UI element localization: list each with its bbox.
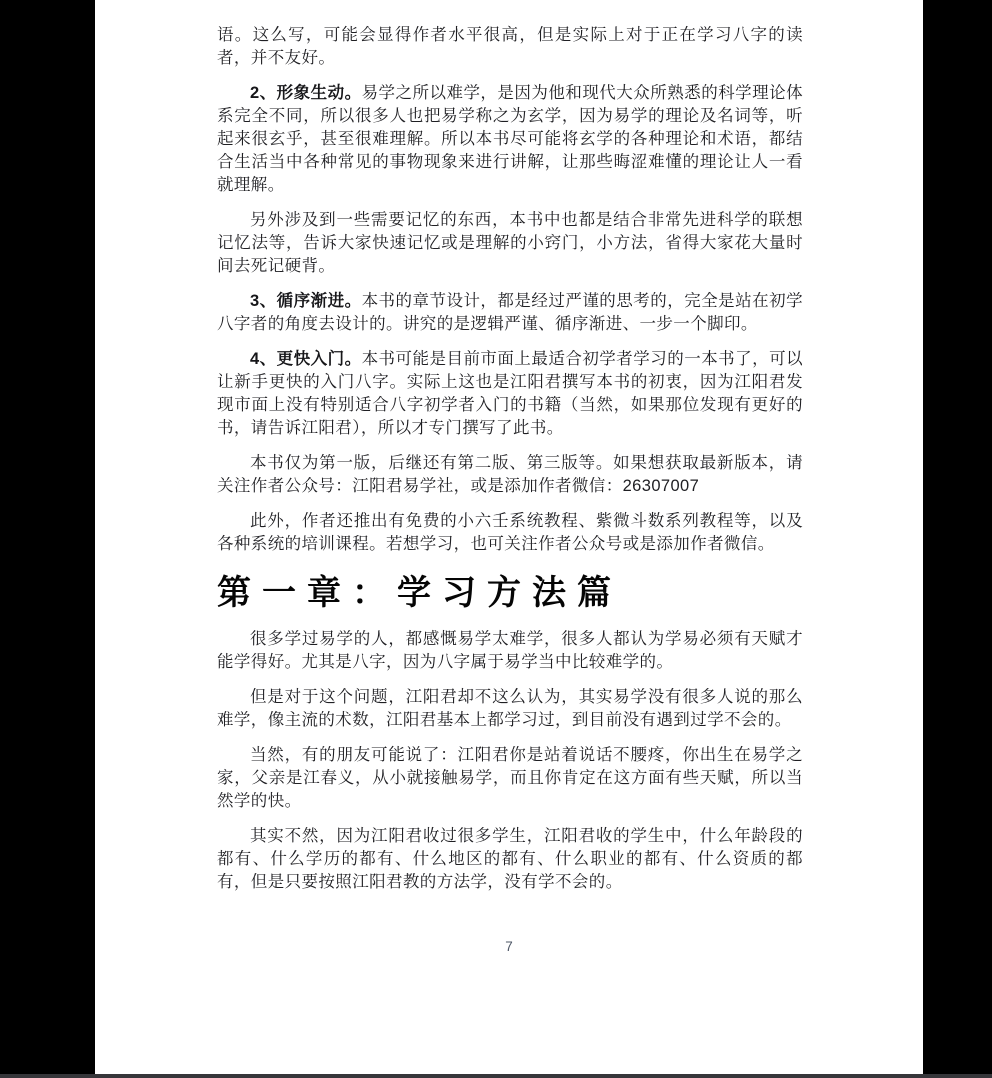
paragraph-text: 其实不然，因为江阳君收过很多学生，江阳君收的学生中，什么年龄段的都有、什么学历的都有、什么地区的都有、什么职业的都有、什么资质的都有，但是只要按照江阳君教的方法学，没有学不会的。 xyxy=(217,826,803,891)
paragraph-lead: 2、形象生动。 xyxy=(250,83,362,102)
paragraph xyxy=(217,209,803,278)
paragraph xyxy=(217,24,803,70)
paragraph-text: 但是对于这个问题，江阳君却不这么认为，其实易学没有很多人说的那么难学，像主流的术数，江阳君基本上都学习过，到目前没有遇到过学不会的。 xyxy=(217,687,803,729)
chapter-heading: 第一章：学习方法篇 xyxy=(217,573,622,612)
paragraph xyxy=(217,686,803,732)
paragraph-text: 此外，作者还推出有免费的小六壬系统教程、紫微斗数系列教程等，以及各种系统的培训课程。若想学习，也可关注作者公众号或是添加作者微信。 xyxy=(217,511,803,553)
paragraph-text: 本书仅为第一版，后继还有第二版、第三版等。如果想获取最新版本，请关注作者公众号：江阳君易学社，或是添加作者微信：26307007 xyxy=(217,453,803,495)
paragraph xyxy=(217,82,803,197)
paragraph-text: 本书的章节设计，都是经过严谨的思考的，完全是站在初学八字者的角度去设计的。讲究的是逻辑严谨、循序渐进、一步一个脚印。 xyxy=(217,291,804,333)
paragraph xyxy=(217,348,803,440)
paragraph-text: 当然，有的朋友可能说了：江阳君你是站着说话不腰疼，你出生在易学之家，父亲是江春义，从小就接触易学，而且你肯定在这方面有些天赋，所以当然学的快。 xyxy=(217,745,803,810)
page-number: 7 xyxy=(505,939,513,954)
paragraph xyxy=(217,290,803,336)
paragraph xyxy=(217,452,803,498)
page-gap-separator xyxy=(0,1074,992,1078)
paragraph xyxy=(217,510,803,556)
page-content xyxy=(217,0,803,894)
paragraph-text: 本书可能是目前市面上最适合初学者学习的一本书了，可以让新手更快的入门八字。实际上这也是江阳君撰写本书的初衷，因为江阳君发现市面上没有特别适合八字初学者入门的书籍（当然，如果那位发现有更好的书，请告诉江阳君），所以才专门撰写了此书。 xyxy=(217,349,804,437)
paragraph-text: 语。这么写，可能会显得作者水平很高，但是实际上对于正在学习八字的读者，并不友好。 xyxy=(217,25,803,67)
paragraph xyxy=(217,825,803,894)
paragraph-text: 易学之所以难学，是因为他和现代大众所熟悉的科学理论体系完全不同，所以很多人也把易学称之为玄学，因为易学的理论及名词等，听起来很玄乎，甚至很难理解。所以本书尽可能将玄学的各种理论和术语，都结合生活当中各种常见的事物现象来进行讲解，让那些晦涩难懂的理论让人一看就理解。 xyxy=(217,83,804,194)
paragraph-lead: 4、更快入门。 xyxy=(250,349,362,368)
paragraph xyxy=(217,628,803,674)
paragraph-text: 很多学过易学的人，都感慨易学太难学，很多人都认为学易必须有天赋才能学得好。尤其是八字，因为八字属于易学当中比较难学的。 xyxy=(217,629,803,671)
paragraph-lead: 3、循序渐进。 xyxy=(250,291,362,310)
paragraph xyxy=(217,744,803,813)
document-page xyxy=(95,0,923,1074)
paragraph-text: 另外涉及到一些需要记忆的东西，本书中也都是结合非常先进科学的联想记忆法等，告诉大家快速记忆或是理解的小窍门，小方法，省得大家花大量时间去死记硬背。 xyxy=(217,210,803,275)
